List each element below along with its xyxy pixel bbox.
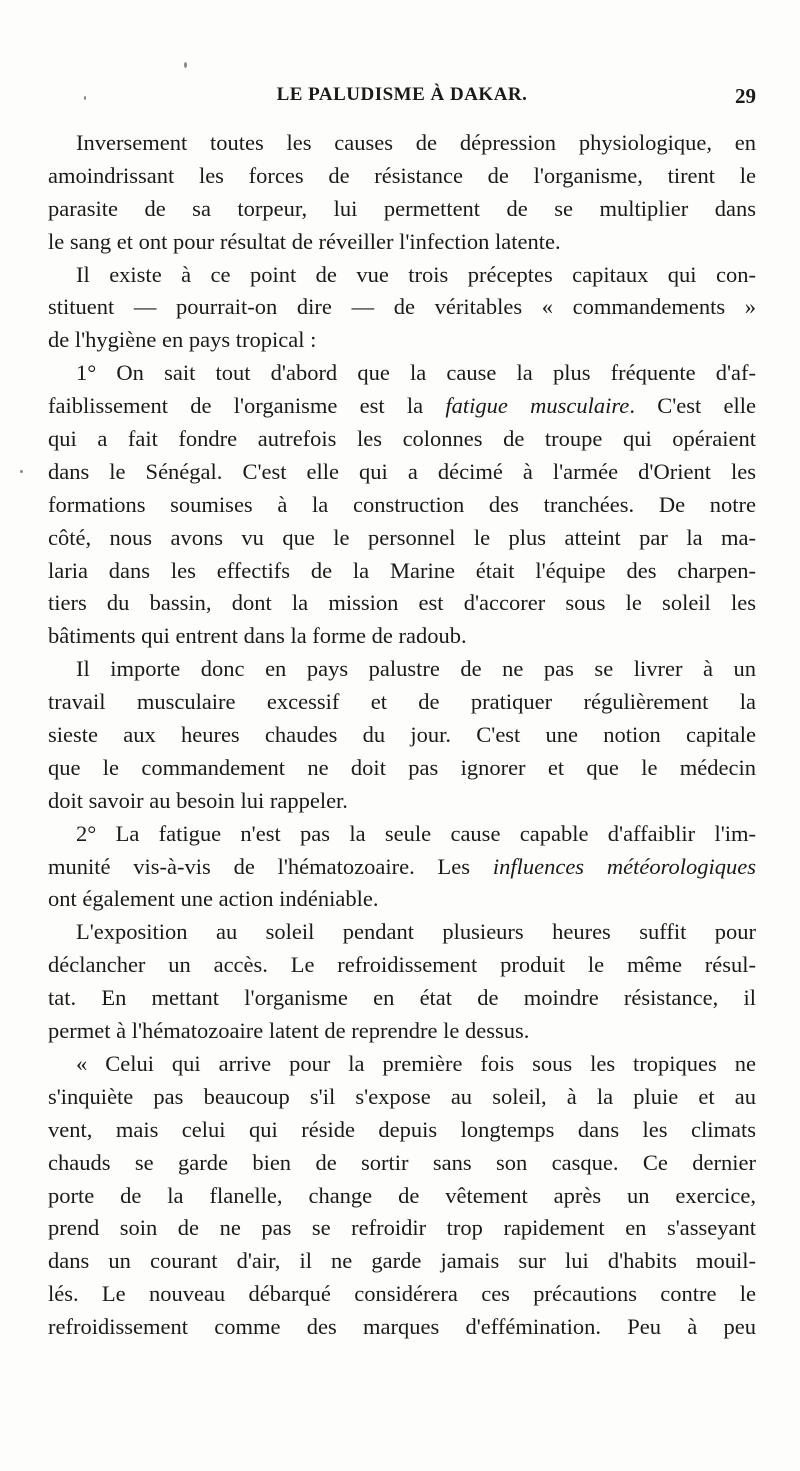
scan-speck	[84, 96, 86, 100]
emphasis: influences météorologiques	[492, 853, 756, 879]
text-line: tat. En mettant l'organisme en état de moindre résistance, il	[48, 985, 756, 1011]
text-line: doit savoir au besoin lui rappeler.	[48, 787, 348, 813]
text-line: tiers du bassin, dont la mission est d'accorer sous le soleil les	[48, 590, 756, 616]
text-line: dans un courant d'air, il ne garde jamais sur lui d'habits mouil-	[48, 1248, 756, 1274]
text-line: ont également une action indéniable.	[48, 886, 379, 912]
text-line: lés. Le nouveau débarqué considérera ces précautions contre le	[48, 1281, 756, 1307]
text-line: porte de la flanelle, change de vêtement après un exercice,	[48, 1182, 756, 1208]
text-line: dans le Sénégal. C'est elle qui a décimé à l'armée d'Orient les	[48, 458, 756, 484]
paragraph	[48, 818, 756, 917]
text-line: faiblissement de l'organisme est la fatigue musculaire. C'est elle	[48, 393, 756, 419]
text-line: Il existe à ce point de vue trois préceptes capitaux qui con-	[76, 261, 756, 287]
text-line: parasite de sa torpeur, lui permettent de se multiplier dans	[48, 195, 756, 221]
paragraph	[48, 127, 756, 259]
text-line: amoindrissant les forces de résistance de l'organisme, tirent le	[48, 162, 756, 188]
text-line: qui a fait fondre autrefois les colonnes de troupe qui opéraient	[48, 426, 756, 452]
paragraph	[48, 653, 756, 817]
text-line: que le commandement ne doit pas ignorer et que le médecin	[48, 754, 756, 780]
text-line: bâtiments qui entrent dans la forme de radoub.	[48, 623, 467, 649]
text-line: L'exposition au soleil pendant plusieurs heures suffit pour	[76, 919, 756, 945]
text-line: le sang et ont pour résultat de réveiller l'infection latente.	[48, 228, 561, 254]
text-line: prend soin de ne pas se refroidir trop rapidement en s'asseyant	[48, 1215, 756, 1241]
text-line: formations soumises à la construction des tranchées. De notre	[48, 491, 756, 517]
text-line: de l'hygiène en pays tropical :	[48, 327, 317, 353]
paragraph	[48, 357, 756, 653]
body-text	[48, 127, 756, 1344]
text-line: permet à l'hématozoaire latent de reprendre le dessus.	[48, 1018, 530, 1044]
scan-speck	[184, 62, 187, 68]
text-line: stituent — pourrait-on dire — de véritables « commandements »	[48, 294, 756, 320]
paragraph	[48, 259, 756, 358]
text-line: 1° On sait tout d'abord que la cause la plus fréquente d'af-	[76, 360, 756, 386]
scan-speck	[20, 470, 23, 473]
paragraph	[48, 916, 756, 1048]
text-line: s'inquiète pas beaucoup s'il s'expose au soleil, à la pluie et au	[48, 1083, 756, 1109]
text-line: vent, mais celui qui réside depuis longtemps dans les climats	[48, 1116, 756, 1142]
running-title: LE PALUDISME À DAKAR.	[276, 84, 528, 105]
page-number: 29	[735, 84, 756, 108]
text-line: refroidissement comme des marques d'effémination. Peu à peu	[48, 1314, 756, 1340]
text-line: travail musculaire excessif et de pratiquer régulièrement la	[48, 689, 756, 715]
text-line: Il importe donc en pays palustre de ne pas se livrer à un	[76, 656, 756, 682]
text-line: munité vis-à-vis de l'hématozoaire. Les influences météorologiques	[48, 853, 756, 879]
text-line: « Celui qui arrive pour la première fois sous les tropiques ne	[76, 1050, 756, 1076]
text-line: déclancher un accès. Le refroidissement produit le même résul-	[48, 952, 756, 978]
emphasis: fatigue musculaire	[445, 393, 630, 419]
text-line: chauds se garde bien de sortir sans son casque. Ce dernier	[48, 1149, 756, 1175]
text-line: laria dans les effectifs de la Marine était l'équipe des charpen-	[48, 557, 756, 583]
text-line: Inversement toutes les causes de dépression physiologique, en	[76, 130, 756, 155]
text-line: côté, nous avons vu que le personnel le plus atteint par la ma-	[48, 524, 756, 550]
paragraph	[48, 1048, 756, 1344]
running-head	[48, 84, 756, 112]
text-line: 2° La fatigue n'est pas la seule cause capable d'affaiblir l'im-	[76, 820, 756, 846]
text-line: sieste aux heures chaudes du jour. C'est une notion capitale	[48, 722, 756, 748]
